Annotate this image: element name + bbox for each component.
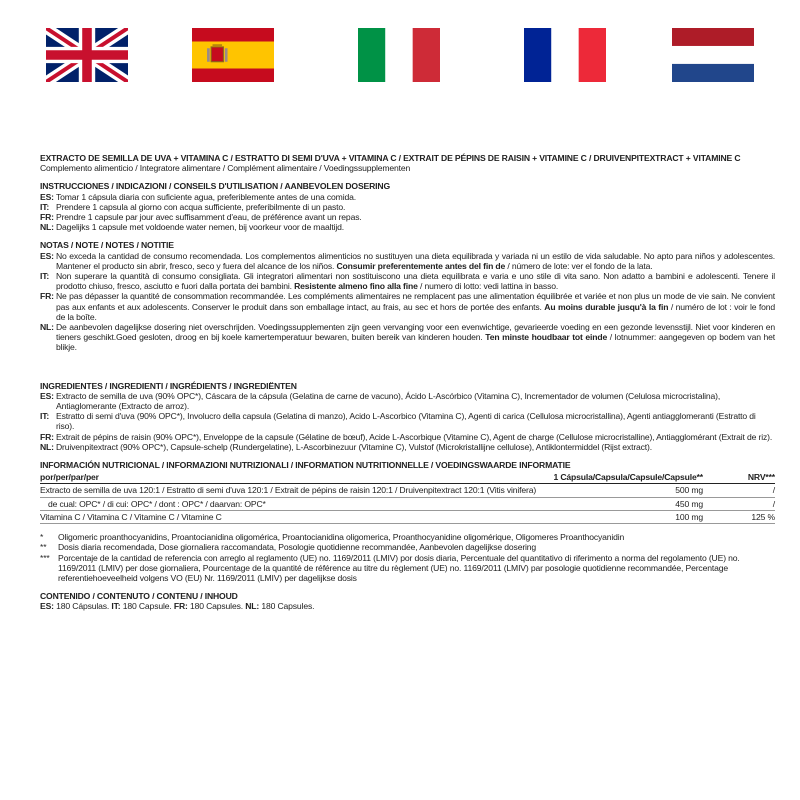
notes-heading: NOTAS / NOTE / NOTES / NOTITIE	[40, 240, 174, 251]
instructions-nl: NL: Dagelijks 1 capsule met voldoende water nemen, bij voorkeur voor de maaltijd.	[40, 222, 344, 233]
notes-it: IT: Non superare la quantità di consumo consigliata. Gli integratori alimentari non sostituiscono una dieta equilibrata e varia e uno stile di vita sano. Non adatto a bambini e adolescenti. Tenere il prodotto chiuso, fresco, asciutto e fuori dalla portata dei bambini. Resistente almeno fino alla fine / numero di lotto: vedi lattina in basso.	[40, 271, 775, 292]
product-title: EXTRACTO DE SEMILLA DE UVA + VITAMINA C / ESTRATTO DI SEMI D'UVA + VITAMINA C / EXTRAIT DE PÉPINS DE RAISIN + VITAMINE C / DRUIVENPITEXTRACT + VITAMINE C	[40, 153, 741, 163]
instructions-es: ES: Tomar 1 cápsula diaria con suficiente agua, preferiblemente antes de una comida.	[40, 191, 356, 202]
contents-line: ES: 180 Cápsulas. IT: 180 Capsule. FR: 180 Capsules. NL: 180 Capsules.	[40, 601, 315, 612]
notes-section	[40, 240, 775, 352]
ingredients-it: IT: Estratto di semi d'uva (90% OPC*), Involucro della capsula (Gelatina di manzo), Acido L-Ascorbico (Vitamina C), Agenti di carica (Cellulosa microcristallina), Agenti antiagglomeranti (Estratto di riso).	[40, 411, 756, 432]
spain-flag-icon	[192, 28, 274, 82]
ingredients-nl: NL: Druivenpitextract (90% OPC*), Capsule-schelp (Rundergelatine), L-Ascorbinezuur (Vitamine C), Vulstof (Microkristallijne cellulose), Antiklontermiddel (Rijst extract).	[40, 441, 652, 452]
ingredients-heading: INGREDIENTES / INGREDIENTI / INGRÉDIENTS / INGREDIËNTEN	[40, 380, 297, 391]
footnote-2: ** Dosis diaria recomendada, Dose giornaliera raccomandata, Posologie quotidienne recommandée, Aanbevolen dagelijkse dosering	[40, 542, 537, 553]
nutrition-table-header: por/per/par/per 1 Cápsula/Capsula/Capsule/Capsule** NRV***	[40, 472, 775, 484]
table-row: de cual: OPC* / di cui: OPC* / dont : OPC* / daarvan: OPC* 450 mg /	[40, 498, 775, 511]
product-subtitle: Complemento alimenticio / Integratore alimentare / Complément alimentaire / Voedingssupplementen	[40, 163, 411, 174]
notes-nl: NL: De aanbevolen dagelijkse dosering niet overschrijden. Voedingssupplementen zijn geen vervanging voor een evenwichtige, gevarieerde voeding en een gezonde levensstijl. Niet voor kinderen en tieners geschikt.Goed gesloten, droog en bij koele kamertemperatuur bewaren, buiten bereik van kinderen houden. Ten minste houdbaar tot einde / lotnummer: aangegeven op bodem van het blikje.	[40, 322, 776, 353]
instructions-section	[40, 181, 775, 232]
nutrition-heading: INFORMACIÓN NUTRICIONAL / INFORMAZIONI NUTRIZIONALI / INFORMATION NUTRITIONNELLE / VOEDINGSWAARDE INFORMATIE	[40, 460, 571, 471]
uk-flag-icon	[46, 28, 128, 82]
product-label	[40, 153, 775, 612]
france-flag-icon	[524, 28, 606, 82]
ingredients-section	[40, 381, 775, 452]
contents-section	[40, 591, 775, 611]
ingredients-es: ES: Extracto de semilla de uva (90% OPC*), Cáscara de la cápsula (Gelatina de carne de vacuno), Ácido L-Ascórbico (Vitamina C), Incrementador de volumen (Celulosa microcristalina), Antiaglomerante (Extracto de arroz).	[40, 390, 721, 412]
nutrition-section	[40, 460, 775, 524]
netherlands-flag-icon	[672, 28, 754, 82]
table-row: Extracto de semilla de uva 120:1 / Estratto di semi d'uva 120:1 / Extrait de pépins de raisin 120:1 / Druivenpitextract 120:1 (Vitis vinifera) 500 mg /	[40, 484, 775, 497]
table-row: Vitamina C / Vitamina C / Vitamine C / Vitamine C 100 mg 125 %	[40, 511, 775, 524]
ingredients-fr: FR: Extrait de pépins de raisin (90% OPC*), Enveloppe de la capsule (Gélatine de bœuf), Acide L-Ascorbique (Vitamine C), Agent de charge (Cellulose microcristalline), Antiagglomérant (Extrait de riz).	[40, 431, 773, 442]
notes-es: ES: No exceda la cantidad de consumo recomendada. Los complementos alimenticios no sustituyen una dieta equilibrada y variada ni un estilo de vida saludable. No apto para niños y adolescentes. Mantener el producto sin abrir, fresco, seco y fuera del alcance de los niños. Consumir preferentemente antes del fin de / número de lote: ver el fondo de la lata.	[40, 250, 775, 271]
italy-flag-icon	[358, 28, 440, 82]
contents-heading: CONTENIDO / CONTENUTO / CONTENU / INHOUD	[40, 591, 238, 602]
footnotes-section	[40, 532, 775, 583]
language-flags	[0, 28, 800, 84]
instructions-it: IT: Prendere 1 capsula al giorno con acqua sufficiente, preferibilmente di un pasto.	[40, 201, 346, 212]
footnote-1: * Oligomeric proanthocyanidins, Proantocianidina oligomérica, Proantocianidina oligomerica, Proanthocyanidine oligomérique, Oligomeres Proanthocyanidin	[40, 532, 625, 543]
instructions-fr: FR: Prendre 1 capsule par jour avec suffisamment d'eau, de préférence avant un repas.	[40, 212, 362, 223]
instructions-heading: INSTRUCCIONES / INDICAZIONI / CONSEILS D'UTILISATION / AANBEVOLEN DOSERING	[40, 181, 390, 192]
footnote-3: *** Porcentaje de la cantidad de referencia con arreglo al reglamento (UE) no. 1169/2011 (LMIV) por dosis diaria, Percentuale del quantitativo di riferimento a norma del regolamento (UE) no. 1169/2011 (LMIV) per dose giornaliera, Pourcentage de la quantité de référence au titre du règlement (UE) no. 1169/2011 (LMIV) par posologie quotidienne recommandée, Percentage referentiehoeveelheid volgens VO (EU) Nr. 1169/2011 (LMIV) per dagelijkse dosis	[40, 552, 740, 583]
notes-fr: FR: Ne pas dépasser la quantité de consommation recommandée. Les compléments alimentaires ne remplacent pas une alimentation équilibrée et variée et non plus un mode de vie sain. Ne convient pas aux enfants et aux adolescents. Conserver le produit dans son emballage intact, au frais, au sec et hors de portée des enfants. Au moins durable jusqu'à la fin / numéro de lot : voir le fond de la boîte.	[40, 291, 775, 322]
